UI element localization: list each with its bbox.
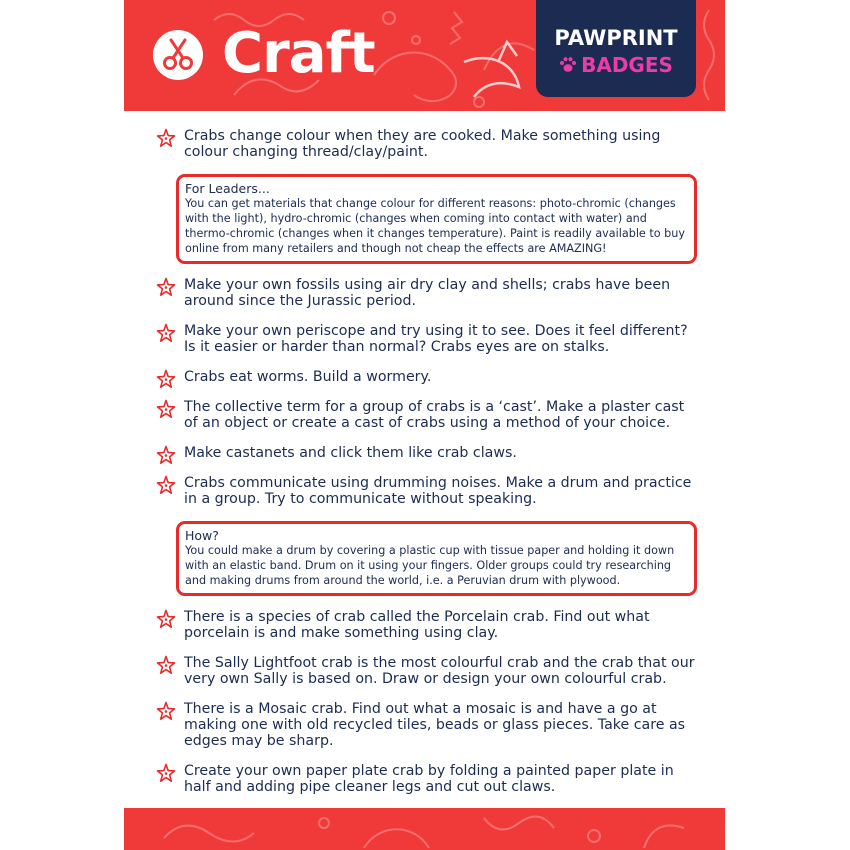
starfish-icon [156, 763, 176, 783]
list-item [156, 399, 701, 431]
item-text: Crabs eat worms. Build a wormery. [184, 369, 432, 385]
starfish-icon [156, 323, 176, 343]
list-item [156, 369, 701, 385]
list-item [156, 763, 701, 795]
item-text: There is a species of crab called the Porcelain crab. Find out what porcelain is and make something using clay. [184, 609, 650, 641]
item-text: Create your own paper plate crab by folding a painted paper plate in half and adding pipe cleaner legs and cut out claws. [184, 763, 674, 795]
item-text: The Sally Lightfoot crab is the most colourful crab and the crab that our very own Sally is based on. Draw or design your own colourful crab. [184, 655, 695, 687]
paw-icon [559, 55, 577, 79]
starfish-icon [156, 128, 176, 148]
note-title: How? [185, 528, 219, 543]
list-item [156, 609, 701, 641]
list-item [156, 128, 701, 160]
activity-list [156, 128, 701, 809]
note-body: You could make a drum by covering a plastic cup with tissue paper and holding it down with an elastic band. Drum on it using your fingers. Older groups could try researching and making drums from around the world, i.e. a Peruvian drum with plywood. [185, 544, 675, 587]
starfish-icon [156, 701, 176, 721]
item-text: Crabs communicate using drumming noises. Make a drum and practice in a group. Try to communicate without speaking. [184, 475, 692, 507]
list-item [156, 323, 701, 355]
item-text: Crabs change colour when they are cooked. Make something using colour changing thread/clay/paint. [184, 128, 661, 160]
starfish-icon [156, 369, 176, 389]
brand-line1: PAWPRINT [554, 26, 678, 50]
leaders-note [176, 174, 697, 264]
document-page [124, 0, 725, 850]
note-title: For Leaders... [185, 181, 270, 196]
starfish-icon [156, 609, 176, 629]
list-item [156, 475, 701, 507]
item-text: There is a Mosaic crab. Find out what a mosaic is and have a go at making one with old recycled tiles, beads or glass pieces. Take care as edges may be sharp. [184, 701, 686, 749]
item-text: The collective term for a group of crabs is a ‘cast’. Make a plaster cast of an object or create a cast of crabs using a method of your choice. [184, 399, 685, 431]
brand-line2 [536, 53, 696, 79]
list-item [156, 701, 701, 749]
starfish-icon [156, 655, 176, 675]
page-title: Craft [222, 21, 375, 86]
item-text: Make your own periscope and try using it to see. Does it feel different? Is it easier or harder than normal? Crabs eyes are on stalks. [184, 323, 688, 355]
scissors-icon [153, 30, 203, 80]
item-text: Make your own fossils using air dry clay and shells; crabs have been around since the Jurassic period. [184, 277, 671, 309]
footer-banner [124, 808, 725, 850]
note-body: You can get materials that change colour for different reasons: photo-chromic (changes with the light), hydro-chromic (changes when coming into contact with water) and thermo-chromic (changes when it changes temperature). Paint is readily available to buy online from many retailers and though not cheap the effects are AMAZING! [185, 197, 685, 255]
item-text: Make castanets and click them like crab claws. [184, 445, 517, 461]
list-item [156, 655, 701, 687]
brand-line2-text: BADGES [581, 53, 673, 77]
starfish-icon [156, 475, 176, 495]
starfish-icon [156, 445, 176, 465]
header-banner [124, 0, 725, 111]
how-note [176, 521, 697, 596]
footer-decoration [124, 808, 725, 850]
starfish-icon [156, 399, 176, 419]
starfish-icon [156, 277, 176, 297]
list-item [156, 277, 701, 309]
list-item [156, 445, 701, 461]
pawprint-badges-logo [536, 0, 696, 97]
